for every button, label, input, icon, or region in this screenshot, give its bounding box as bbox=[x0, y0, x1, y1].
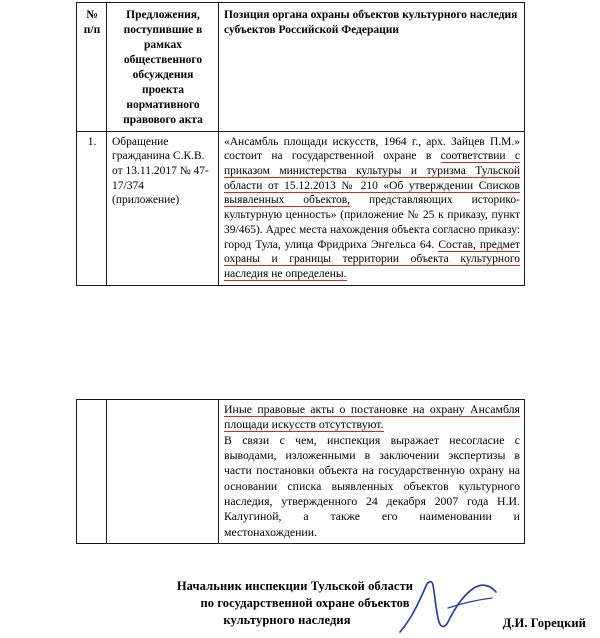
table-header-row bbox=[77, 3, 525, 132]
signature-title-line-2: по государственной охране объектов bbox=[200, 595, 410, 610]
signature-title-line-1: Начальник инспекции Тульской области bbox=[176, 579, 414, 593]
position-underlined-1: соответствии с приказом министерства культуры и туризма Тульской области от 15.12.2013 № 210 «Об утверждении Списков выявленных объектов, bbox=[224, 150, 520, 207]
position-underlined-2: Состав, предмет охраны и границы территории объекта культурного наследия не определены. bbox=[224, 238, 520, 280]
table-row bbox=[77, 131, 525, 285]
cell-position-continued bbox=[219, 400, 525, 544]
cell-proposal-empty bbox=[107, 400, 219, 544]
header-cell-position: Позиция органа охраны объектов культурного наследия субъектов Российской Федерации bbox=[219, 3, 525, 132]
page-break-gap bbox=[0, 352, 600, 374]
proposals-table bbox=[76, 2, 525, 286]
table-row-continued bbox=[77, 400, 525, 544]
continuation-underlined: Иные правовые акты о постановке на охрану Ансамбля площади искусств отсутствуют. bbox=[224, 402, 520, 432]
position-part-1: «Ансамбль площади искусств, 1964 г., арх. Зайцев П.М.» состоит на государственной охране в bbox=[224, 135, 520, 163]
cell-row-number: 1. bbox=[77, 131, 107, 285]
cell-proposal-text: Обращение гражданина С.К.В. от 13.11.2017 № 47-17/374 (приложение) bbox=[107, 131, 219, 285]
signatory-name: Д.И. Горецкий bbox=[502, 616, 586, 630]
continuation-body: В связи с чем, инспекция выражает несогласие с выводами, изложенными в заключении экспертизы в части постановки объекта на государственную охрану на основании списка выявленных объектов культурного наследия, утвержденного 24 декабря 2007 года Н.И. Калугиной, а также его наименовании и местонахождении. bbox=[224, 432, 520, 539]
signature-title-line-3: культурного наследия bbox=[223, 612, 351, 627]
position-part-3: представляющих историко-культурную ценность» (приложение № 25 к приказу, пункт 39/465). Адрес места нахождения объекта согласно приказу: город Тула, улица Фридриха Энгельса 64. bbox=[224, 194, 520, 251]
header-cell-proposals: Предложения, поступившие в рамках общественного обсуждения проекта нормативного правового акта bbox=[107, 3, 219, 132]
cell-position-text bbox=[219, 131, 525, 285]
cell-row-number-empty bbox=[77, 400, 107, 544]
proposals-table-continued bbox=[76, 399, 525, 544]
header-cell-number: № п/п bbox=[77, 3, 107, 132]
